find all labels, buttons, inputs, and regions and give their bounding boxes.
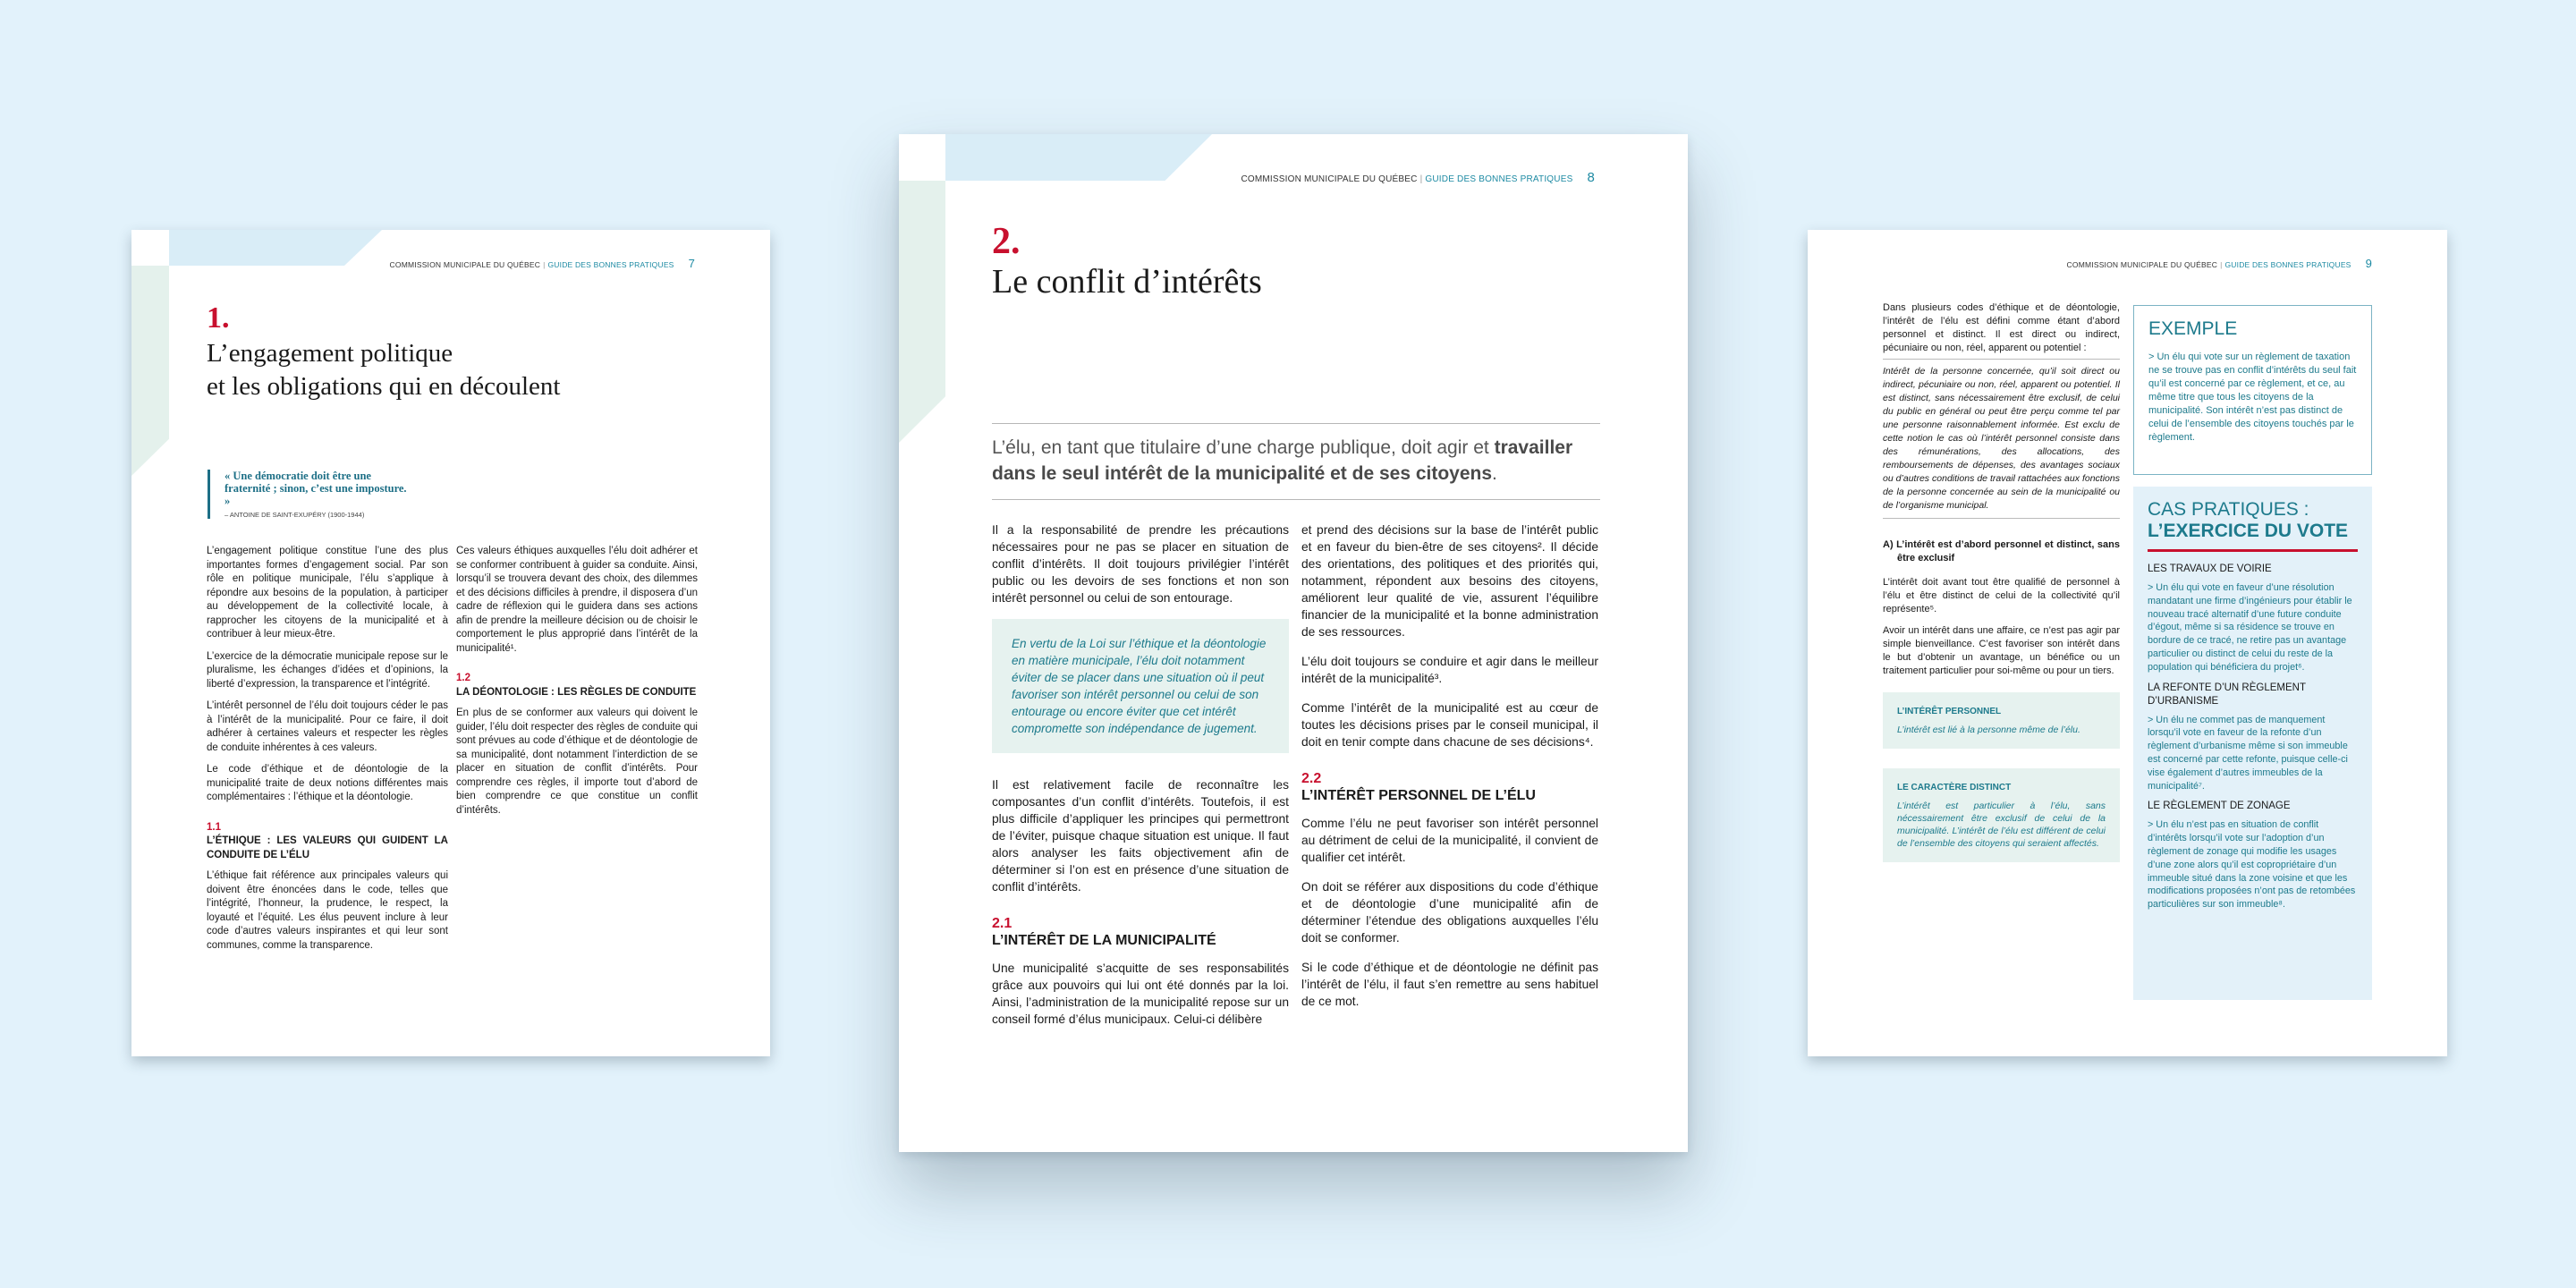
column-left: L’engagement politique constitue l’une des plus importantes formes d’engagement social. Par son rôle en politique municipale, l’élu s’applique à répondre aux besoins de la population, à participer au développement de la collectivité locale, à rapprocher les citoyens de la municipalité et à contribuer à leur mieux-être. L’exercice de la démocratie municipale repose sur le pluralisme, les échanges d’idées et d’opinions, la liberté d’expression, la transparence et l’intégrité. L’intérêt personnel de l’élu doit toujours céder le pas à l’intérêt de la municipalité. Pour ce faire, il doit adhérer à certaines valeurs et respecter les règles de conduite inhérentes à ces valeurs. Le code d’éthique et de déontologie de la municipalité traite de deux notions différentes mais complémentaires : l’éthique et la déontologie. 1.1 L’ÉTHIQUE : LES VALEURS QUI GUIDENT LA CONDUITE DE L’ÉLU L’éthique fait référence aux principales valeurs qui doivent être énoncées dans le code, telles que l’intégrité, l’honneur, la prudence, le respect, la loyauté et l’équité. Les élus peuvent inclure à leur code d’autres valeurs inspirantes et qui leur sont communes, comme la transparence. xyxy=(207,546,448,951)
example-text: > Un élu qui vote sur un règlement de taxation ne se trouve pas en conflit d’intérêts du seul fait qu’il est concerné par ce règlement, et ce, au même titre que tous les citoyens de la municipalité. Son intérêt n’est pas distinct de celui de l’ensemble des citoyens touchés par le règlement. xyxy=(2148,352,2357,443)
page-number: 8 xyxy=(1587,170,1595,185)
column-right: Ces valeurs éthiques auxquelles l’élu doit adhérer et se conformer contribuent à guider sa conduite. Ainsi, lorsqu’il se trouvera devant des choix, des dilemmes et des décisions difficiles à prendre, il disposera d’un cadre de réflexion qui le guidera dans ses actions afin de prendre la meilleure décision ou de choisir le comportement le plus approprié dans l’intérêt de la municipalité¹. 1.2 LA DÉONTOLOGIE : LES RÈGLES DE CONDUITE En plus de se conformer aux valeurs qui doivent le guider, l’élu doit respecter des règles de conduite qui sont prévues au code d’éthique et de déontologie de sa municipalité, dont notamment l’interdiction de se placer en situation de conflit d’intérêts. Pour comprendre ces règles, il importe tout d’abord de bien comprendre ce que constitue un conflit d’intérêts. xyxy=(456,546,698,816)
running-header: COMMISSION MUNICIPALE DU QUÉBEC | GUIDE DES BONNES PRATIQUES 8 xyxy=(1241,170,1595,185)
section-heading: L’INTÉRÊT DE LA MUNICIPALITÉ xyxy=(992,933,1216,948)
column-left: Dans plusieurs codes d’éthique et de déontologie, l’intérêt de l’élu est défini comme étant d’abord personnel et distinct. Il est direct ou indirect, pécuniaire ou non, réel, apparent ou potentiel : Intérêt de la personne concernée, qu’il soit direct ou indirect, pécuniaire ou non, réel, apparent ou potentiel. Il est distinct, sans nécessairement être exclusif, de celui du public en général ou peut être perçu comme tel par une personne raisonnablement informée. Est exclu de cette notion le cas où l’intérêt personnel consiste dans des rémunérations, des allocations, des remboursements de dépenses, des avantages sociaux ou d’autres conditions de travail rattachées aux fonctions de la personne concernée au sein de la municipalité ou de l’organisme municipal. A) L’intérêt est d’abord personnel et distinct, sans être exclusif L’intérêt doit avant tout être qualifié de personnel à l’élu et être distinct de celui de la collectivité qu’il représente⁵. Avoir un intérêt dans une affaire, ce n’est pas agir par simple bienveillance. C’est favoriser son intérêt dans le but d’obtenir un avantage, un bénéfice ou un traitement particulier pour soi-même ou pour un tiers. L’INTÉRÊT PERSONNEL L’intérêt est lié à la personne même de l’élu. LE CARACTÈRE DISTINCT L’intérêt est particulier à l’élu, sans nécessairement être exclusif de celui de la municipalité. L’intérêt de l’élu est différent de celui de l’ensemble des citoyens qui seraient affectés. xyxy=(1883,301,2120,882)
corner-decoration xyxy=(131,230,382,266)
corner-white-square xyxy=(131,230,169,266)
chapter-title: L’engagement politique et les obligations qui en découlent xyxy=(207,339,561,401)
corner-decoration xyxy=(899,134,1212,181)
section-heading: LA DÉONTOLOGIE : LES RÈGLES DE CONDUITE xyxy=(456,686,697,698)
lead-paragraph: L’élu, en tant que titulaire d’une charge publique, doit agir et travailler dans le seul intérêt de la municipalité et de ses citoyens. xyxy=(992,423,1600,500)
section-heading: L’INTÉRÊT PERSONNEL DE L’ÉLU xyxy=(1301,788,1536,803)
tip-box-personal-interest: L’INTÉRÊT PERSONNEL L’intérêt est lié à la personne même de l’élu. xyxy=(1883,692,2120,749)
page-7 xyxy=(131,230,770,1056)
section-number: 2.2 xyxy=(1301,771,1322,786)
case-text: > Un élu qui vote en faveur d’une résolution mandatant une firme d’ingénieurs pour établir le nouveau tracé alternatif d’une future conduite d’égout, même si sa résidence se trouve en bordure de ce tracé, ne retire pas un avantage particulier ou distinct de celui du reste de la population qui bénéficiera du projet⁶. xyxy=(2148,582,2352,673)
column-left: Il a la responsabilité de prendre les précautions nécessaires pour ne pas se placer en situation de conflit d’intérêts. Il doit toujours privilégier l’intérêt public ou les devoirs de ses fonctions et non son intérêt personnel ou celui de son entourage. En vertu de la Loi sur l’éthique et la déontologie en matière municipale, l’élu doit notamment éviter de se placer dans une situation où il peut favoriser son intérêt personnel ou celui de son entourage ou encore éviter que cet intérêt compromette son indépendance de jugement. Il est relativement facile de reconnaître les composantes d’un conflit d’intérêts. Toutefois, il est plus difficile d’appliquer les principes qui permettront de l’éviter, puisque chaque situation est unique. Il faut alors analyser les faits objectivement afin de déterminer si l’on est en présence d’une situation de conflit d’intérêts. 2.1 L’INTÉRÊT DE LA MUNICIPALITÉ Une municipalité s’acquitte de ses responsabilités grâce aux pouvoirs qui lui ont été donnés par la loi. Ainsi, l’administration de la municipalité repose sur un conseil formé d’élus municipaux. Celui-ci délibère xyxy=(992,523,1289,1026)
chapter-title: Le conflit d’intérêts xyxy=(992,263,1262,301)
case-heading: LA REFONTE D’UN RÈGLEMENT D’URBANISME xyxy=(2148,682,2306,707)
case-text: > Un élu n’est pas en situation de conflit d’intérêts lorsqu’il vote sur l’adoption d’un règlement de zonage qui modifie les usages d’une zone alors qu’il est copropriétaire d’un immeuble situé dans la zone voisine et que les modifications proposées n’ont pas de retombées particulières sur son immeuble⁸. xyxy=(2148,819,2356,911)
page-number: 7 xyxy=(688,257,695,270)
section-number: 1.1 xyxy=(207,821,221,833)
quote-author: – ANTOINE DE SAINT-EXUPÉRY (1900-1944) xyxy=(225,511,365,519)
page-9 xyxy=(1808,230,2447,1056)
law-callout: En vertu de la Loi sur l’éthique et la déontologie en matière municipale, l’élu doit notamment éviter de se placer dans une situation où il peut favoriser son intérêt personnel ou celui de son entourage ou encore éviter que cet intérêt compromette son indépendance de jugement. xyxy=(992,619,1289,753)
definition-quote: Intérêt de la personne concernée, qu’il soit direct ou indirect, pécuniaire ou non, réel, apparent ou potentiel. Il est distinct, sans nécessairement être exclusif, de celui du public en général ou peut être perçu comme tel par une personne raisonnablement informée. Est exclu de cette notion le cas où l’intérêt personnel consiste dans des rémunérations, des allocations, des remboursements de dépenses, des avantages sociaux ou d’autres conditions de travail rattachées aux fonctions de la personne concernée au sein de la municipalité ou de l’organisme municipal. xyxy=(1883,359,2120,519)
running-header: COMMISSION MUNICIPALE DU QUÉBEC | GUIDE DES BONNES PRATIQUES 9 xyxy=(2066,257,2372,270)
page-8 xyxy=(899,134,1688,1152)
cases-subtitle: L’EXERCICE DU VOTE xyxy=(2148,521,2349,541)
side-decoration xyxy=(131,230,169,476)
page-number: 9 xyxy=(2365,257,2372,270)
epigraph-quote: « Une démocratie doit être une fraternité ; sinon, c’est une imposture. » – ANTOINE DE SAINT-EXUPÉRY (1900-1944) xyxy=(208,470,412,519)
running-header: COMMISSION MUNICIPALE DU QUÉBEC | GUIDE DES BONNES PRATIQUES 7 xyxy=(389,257,695,270)
section-number: 1.2 xyxy=(456,673,470,683)
example-title: EXEMPLE xyxy=(2148,318,2238,339)
subsection-heading: A) L’intérêt est d’abord personnel et distinct, sans être exclusif xyxy=(1883,539,2120,564)
cases-divider xyxy=(2148,549,2358,552)
case-heading: LES TRAVAUX DE VOIRIE xyxy=(2148,564,2272,574)
case-text: > Un élu ne commet pas de manquement lorsqu’il vote en faveur de la refonte d’un règlement d’urbanisme même si son immeuble est concerné par cette refonte, puisque celle-ci vise également d’autres immeubles de la municipalité⁷. xyxy=(2148,714,2348,792)
section-number: 2.1 xyxy=(992,916,1013,931)
chapter-number: 2. xyxy=(992,221,1021,262)
chapter-number: 1. xyxy=(207,301,230,335)
corner-white-square xyxy=(899,134,945,181)
tip-box-distinct-character: LE CARACTÈRE DISTINCT L’intérêt est particulier à l’élu, sans nécessairement être exclusif de celui de la municipalité. L’intérêt de l’élu est différent de celui de l’ensemble des citoyens qui seraient affectés. xyxy=(1883,768,2120,862)
cases-title: CAS PRATIQUES : xyxy=(2148,499,2309,520)
practical-cases-box xyxy=(2133,487,2372,1000)
section-heading: L’ÉTHIQUE : LES VALEURS QUI GUIDENT LA CONDUITE DE L’ÉLU xyxy=(207,835,448,860)
case-heading: LE RÈGLEMENT DE ZONAGE xyxy=(2148,801,2291,812)
column-right: et prend des décisions sur la base de l’intérêt public et en faveur du bien-être de ses citoyens². Il décide des orientations, des politiques et des priorités qui, notamment, répondent aux besoins des citoyens, améliorent leur qualité de vie, assurent l’équilibre financier de la municipalité et la bonne administration de ses ressources. L’élu doit toujours se conduire et agir dans le meilleur intérêt de la municipalité³. Comme l’intérêt de la municipalité est au cœur de toutes les décisions prises par le conseil municipal, il doit en tenir compte dans chacune de ses décisions⁴. 2.2 L’INTÉRÊT PERSONNEL DE L’ÉLU Comme l’élu ne peut favoriser son intérêt personnel au détriment de celui de la municipalité, il convient de qualifier cet intérêt. On doit se référer aux dispositions du code d’éthique et de déontologie d’une municipalité afin de déterminer l’étendue des obligations auxquelles l’élu doit se conformer. Si le code d’éthique et de déontologie ne définit pas l’intérêt de l’élu, il faut s’en remettre au sens habituel de ce mot. xyxy=(1301,523,1598,1008)
example-box xyxy=(2133,305,2372,475)
